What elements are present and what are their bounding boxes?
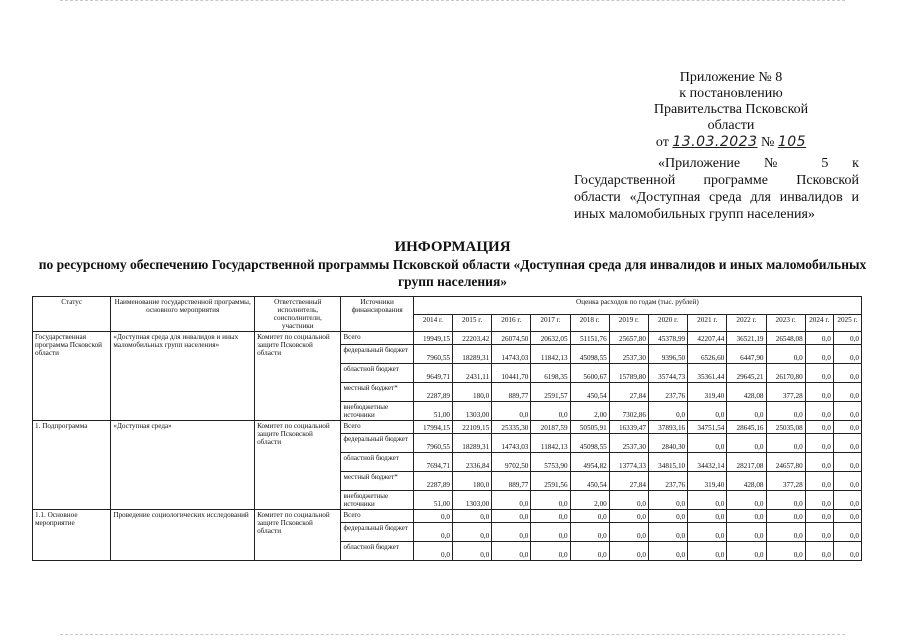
row-value: 0,0 — [727, 542, 766, 561]
row-value: 19949,15 — [413, 332, 452, 345]
row-value: 0,0 — [833, 383, 861, 402]
table-head — [33, 297, 862, 332]
row-source: внебюджетные источники — [341, 491, 413, 510]
row-value: 237,76 — [648, 383, 687, 402]
row-value: 0,0 — [570, 510, 609, 523]
row-value: 28217,08 — [727, 453, 766, 472]
row-value: 7302,86 — [609, 402, 648, 421]
row-value: 0,0 — [688, 542, 727, 561]
row-value: 428,08 — [727, 383, 766, 402]
row-value: 180,0 — [453, 472, 492, 491]
header-year: 2014 г. — [413, 314, 452, 332]
row-value: 0,0 — [648, 523, 687, 542]
row-value: 20632,05 — [531, 332, 570, 345]
row-source: федеральный бюджет — [341, 434, 413, 453]
row-name: Проведение социологических исследований — [111, 510, 255, 561]
row-value: 0,0 — [833, 402, 861, 421]
row-source: Всего — [341, 510, 413, 523]
row-value: 2431,11 — [453, 364, 492, 383]
row-value: 319,40 — [688, 472, 727, 491]
header-year: 2025 г. — [833, 314, 861, 332]
header-name: Наименование государственной программы, основного мероприятия — [111, 297, 255, 332]
header-year: 2024 г. — [805, 314, 833, 332]
row-value: 26548,08 — [766, 332, 805, 345]
header-year: 2020 г. — [648, 314, 687, 332]
row-value: 4954,82 — [570, 453, 609, 472]
row-value: 0,0 — [766, 345, 805, 364]
row-value: 0,0 — [648, 542, 687, 561]
row-value: 0,0 — [492, 402, 531, 421]
date-prefix: от — [655, 135, 669, 150]
row-value: 0,0 — [805, 491, 833, 510]
row-value: 0,0 — [531, 523, 570, 542]
row-value: 0,0 — [766, 542, 805, 561]
row-value: 16339,47 — [609, 421, 648, 434]
row-value: 45378,99 — [648, 332, 687, 345]
row-value: 0,0 — [453, 510, 492, 523]
row-value: 2537,30 — [609, 345, 648, 364]
row-value: 0,0 — [609, 523, 648, 542]
row-value: 0,0 — [413, 510, 452, 523]
row-value: 0,0 — [492, 510, 531, 523]
row-value: 428,08 — [727, 472, 766, 491]
row-value: 0,0 — [833, 472, 861, 491]
row-value: 15789,80 — [609, 364, 648, 383]
row-value: 2591,56 — [531, 472, 570, 491]
row-value: 36521,19 — [727, 332, 766, 345]
row-value: 450,54 — [570, 383, 609, 402]
row-value: 0,0 — [805, 510, 833, 523]
appendix-8-line1: Приложение № 8 — [679, 70, 783, 85]
table-row — [33, 421, 862, 434]
row-value: 5600,67 — [570, 364, 609, 383]
row-value: 18289,31 — [453, 434, 492, 453]
header-year: 2018 г. — [570, 314, 609, 332]
row-value: 0,0 — [766, 491, 805, 510]
row-value: 2287,89 — [413, 383, 452, 402]
row-value: 29645,21 — [727, 364, 766, 383]
appendix-8-line3: Правительства Псковской области — [653, 102, 809, 133]
row-value: 0,0 — [805, 383, 833, 402]
row-value: 37893,16 — [648, 421, 687, 434]
row-value: 1303,00 — [453, 402, 492, 421]
row-value: 25035,08 — [766, 421, 805, 434]
row-value: 0,0 — [805, 523, 833, 542]
row-value: 1303,00 — [453, 491, 492, 510]
row-value: 35361,44 — [688, 364, 727, 383]
row-value: 2537,30 — [609, 434, 648, 453]
row-value: 0,0 — [609, 542, 648, 561]
row-value: 26074,50 — [492, 332, 531, 345]
row-source: областной бюджет — [341, 542, 413, 561]
row-value: 0,0 — [570, 542, 609, 561]
row-value: 0,0 — [413, 523, 452, 542]
header-status: Статус — [33, 297, 111, 332]
row-value: 7960,55 — [413, 345, 452, 364]
row-value: 0,0 — [805, 472, 833, 491]
row-value: 22203,42 — [453, 332, 492, 345]
row-source: федеральный бюджет — [341, 345, 413, 364]
row-value: 14743,03 — [492, 345, 531, 364]
row-value: 51,00 — [413, 402, 452, 421]
row-source: Всего — [341, 421, 413, 434]
row-value: 0,0 — [453, 523, 492, 542]
header-year: 2016 г. — [492, 314, 531, 332]
row-value: 0,0 — [727, 434, 766, 453]
appendix-8-block — [631, 70, 831, 151]
row-value: 0,0 — [805, 421, 833, 434]
row-value: 0,0 — [833, 453, 861, 472]
row-value: 889,77 — [492, 383, 531, 402]
row-source: местный бюджет* — [341, 383, 413, 402]
row-value: 0,0 — [805, 345, 833, 364]
header-responsible: Ответственный исполнитель, соисполнители, участники — [255, 297, 341, 332]
row-responsible: Комитет по социальной защите Псковской области — [255, 421, 341, 510]
row-value: 5753,90 — [531, 453, 570, 472]
row-value: 6447,90 — [727, 345, 766, 364]
row-value: 26170,80 — [766, 364, 805, 383]
row-value: 0,0 — [833, 434, 861, 453]
row-value: 0,0 — [833, 332, 861, 345]
row-value: 34432,14 — [688, 453, 727, 472]
row-value: 0,0 — [833, 510, 861, 523]
appendix-8-date-line — [631, 134, 831, 151]
header-year: 2023 г. — [766, 314, 805, 332]
row-status: 1.1. Основное мероприятие — [33, 510, 111, 561]
row-source: областной бюджет — [341, 364, 413, 383]
row-value: 2591,57 — [531, 383, 570, 402]
row-source: областной бюджет — [341, 453, 413, 472]
row-value: 25335,30 — [492, 421, 531, 434]
header-row — [33, 297, 862, 315]
row-value: 35744,73 — [648, 364, 687, 383]
appendix-5-block: «Приложение № 5 к Государственной программе Псковской области «Доступная среда для инвалидов и иных маломобильных групп населения» — [574, 156, 859, 222]
handwritten-number: 105 — [777, 134, 807, 150]
row-value: 0,0 — [492, 542, 531, 561]
row-value: 0,0 — [688, 434, 727, 453]
row-status: Государственная программа Псковской области — [33, 332, 111, 421]
row-value: 0,0 — [609, 510, 648, 523]
row-value: 2,00 — [570, 491, 609, 510]
row-value: 180,0 — [453, 383, 492, 402]
row-value: 0,0 — [648, 510, 687, 523]
row-value: 0,0 — [833, 421, 861, 434]
document-title: ИНФОРМАЦИЯ — [394, 239, 511, 255]
row-source: местный бюджет* — [341, 472, 413, 491]
row-source: федеральный бюджет — [341, 523, 413, 542]
row-value: 42207,44 — [688, 332, 727, 345]
row-value: 0,0 — [648, 491, 687, 510]
row-value: 377,28 — [766, 472, 805, 491]
row-value: 51,00 — [413, 491, 452, 510]
row-value: 2336,84 — [453, 453, 492, 472]
row-value: 319,40 — [688, 383, 727, 402]
row-value: 0,0 — [688, 523, 727, 542]
row-value: 0,0 — [805, 364, 833, 383]
header-year: 2022 г. — [727, 314, 766, 332]
row-value: 0,0 — [805, 402, 833, 421]
row-value: 0,0 — [805, 434, 833, 453]
row-value: 0,0 — [805, 542, 833, 561]
row-value: 22109,15 — [453, 421, 492, 434]
row-value: 0,0 — [531, 491, 570, 510]
row-value: 18289,31 — [453, 345, 492, 364]
row-value: 0,0 — [648, 402, 687, 421]
resource-table — [32, 296, 862, 561]
row-value: 34751,54 — [688, 421, 727, 434]
row-value: 0,0 — [413, 542, 452, 561]
row-value: 0,0 — [833, 523, 861, 542]
table-row — [33, 510, 862, 523]
row-value: 0,0 — [766, 523, 805, 542]
row-value: 0,0 — [727, 523, 766, 542]
row-value: 0,0 — [766, 402, 805, 421]
row-value: 45098,55 — [570, 434, 609, 453]
row-value: 6198,35 — [531, 364, 570, 383]
row-value: 24657,80 — [766, 453, 805, 472]
row-source: Всего — [341, 332, 413, 345]
row-value: 0,0 — [688, 402, 727, 421]
table-row — [33, 332, 862, 345]
row-name: «Доступная среда для инвалидов и иных маломобильных групп населения» — [111, 332, 255, 421]
row-value: 25657,80 — [609, 332, 648, 345]
row-value: 0,0 — [833, 364, 861, 383]
row-value: 0,0 — [531, 510, 570, 523]
row-value: 7694,71 — [413, 453, 452, 472]
header-year: 2015 г. — [453, 314, 492, 332]
row-value: 50505,91 — [570, 421, 609, 434]
appendix-8-line2: к постановлению — [679, 86, 783, 101]
row-value: 34815,10 — [648, 453, 687, 472]
row-value: 13774,33 — [609, 453, 648, 472]
row-value: 0,0 — [609, 491, 648, 510]
header-sources: Источники финансирования — [341, 297, 413, 332]
row-name: «Доступная среда» — [111, 421, 255, 510]
row-value: 11842,13 — [531, 345, 570, 364]
row-value: 0,0 — [805, 453, 833, 472]
row-value: 0,0 — [688, 491, 727, 510]
row-responsible: Комитет по социальной защите Псковской области — [255, 332, 341, 421]
row-responsible: Комитет по социальной защите Псковской области — [255, 510, 341, 561]
row-value: 0,0 — [727, 402, 766, 421]
row-value: 0,0 — [833, 491, 861, 510]
row-value: 2840,30 — [648, 434, 687, 453]
row-value: 9649,71 — [413, 364, 452, 383]
row-value: 0,0 — [727, 510, 766, 523]
row-value: 0,0 — [766, 510, 805, 523]
row-value: 0,0 — [805, 332, 833, 345]
header-year: 2019 г. — [609, 314, 648, 332]
row-value: 889,77 — [492, 472, 531, 491]
handwritten-date: 13.03.2023 — [672, 134, 758, 150]
row-value: 9702,50 — [492, 453, 531, 472]
row-value: 237,76 — [648, 472, 687, 491]
row-value: 0,0 — [833, 542, 861, 561]
row-value: 11842,13 — [531, 434, 570, 453]
row-value: 6526,60 — [688, 345, 727, 364]
table-body — [33, 332, 862, 561]
row-value: 0,0 — [833, 345, 861, 364]
row-value: 0,0 — [453, 542, 492, 561]
row-value: 27,84 — [609, 472, 648, 491]
header-estimate: Оценка расходов по годам (тыс. рублей) — [413, 297, 861, 315]
row-value: 0,0 — [492, 491, 531, 510]
row-value: 51151,76 — [570, 332, 609, 345]
row-status: 1. Подпрограмма — [33, 421, 111, 510]
row-value: 0,0 — [727, 491, 766, 510]
row-value: 0,0 — [492, 523, 531, 542]
row-value: 28645,16 — [727, 421, 766, 434]
row-value: 27,84 — [609, 383, 648, 402]
row-value: 0,0 — [531, 402, 570, 421]
row-value: 0,0 — [570, 523, 609, 542]
row-value: 20187,59 — [531, 421, 570, 434]
row-value: 14743,03 — [492, 434, 531, 453]
row-value: 450,54 — [570, 472, 609, 491]
row-value: 2287,89 — [413, 472, 452, 491]
row-value: 0,0 — [531, 542, 570, 561]
row-value: 9396,50 — [648, 345, 687, 364]
header-year: 2021 г. — [688, 314, 727, 332]
row-value: 2,00 — [570, 402, 609, 421]
row-value: 0,0 — [688, 510, 727, 523]
scan-artifact-bottom — [60, 634, 845, 638]
row-value: 0,0 — [766, 434, 805, 453]
number-prefix: № — [761, 135, 775, 150]
row-source: внебюджетные источники — [341, 402, 413, 421]
row-value: 10441,70 — [492, 364, 531, 383]
document-subtitle: по ресурсному обеспечению Государственной программы Псковской области «Доступная среда для инвалидов и иных маломобильных групп населения» — [38, 257, 867, 289]
row-value: 377,28 — [766, 383, 805, 402]
row-value: 7960,55 — [413, 434, 452, 453]
row-value: 45098,55 — [570, 345, 609, 364]
scan-artifact-top — [60, 0, 845, 4]
header-year: 2017 г. — [531, 314, 570, 332]
row-value: 17994,15 — [413, 421, 452, 434]
